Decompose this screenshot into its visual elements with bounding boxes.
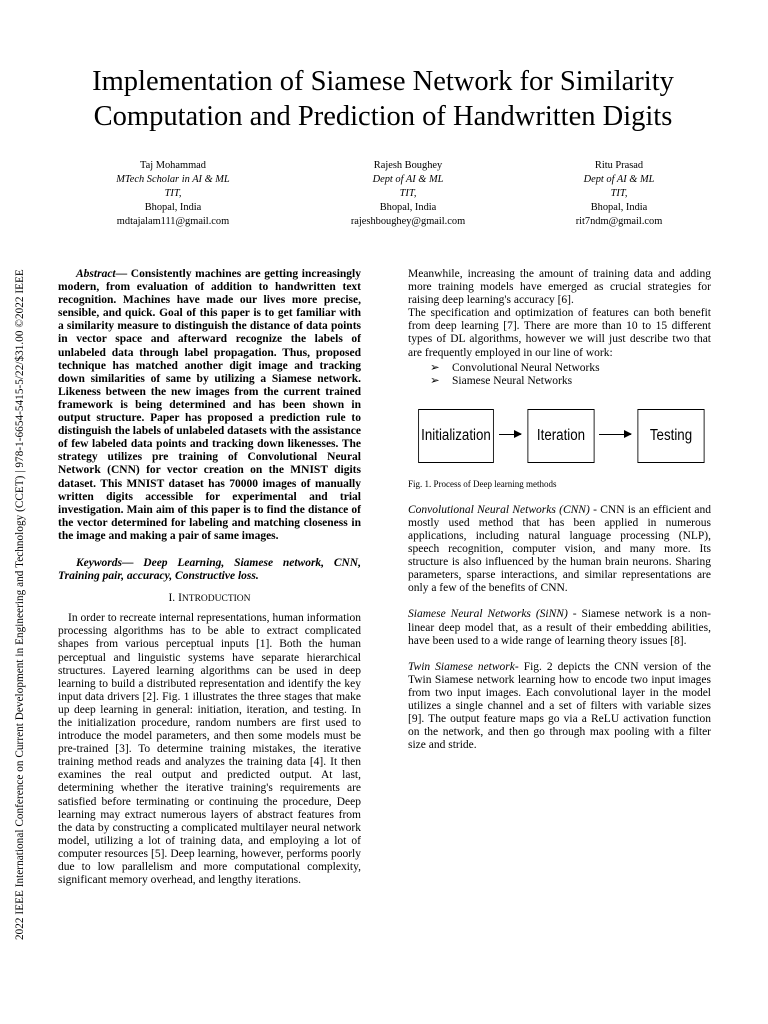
section-initial: I (178, 592, 182, 605)
list-item-text: Siamese Neural Networks (452, 375, 573, 388)
term-cnn: Convolutional Neural Networks (CNN) (408, 503, 590, 516)
paragraph-dl-types: The specification and optimization of features can both benefit from deep learning [7]. There are more than 10 to 15 different types of DL algorithms, however we will just describe two that are frequently employed in our line of work: (408, 307, 711, 359)
dl-algorithm-list (408, 362, 711, 389)
author-email[interactable]: rajeshboughey@gmail.com (350, 216, 466, 227)
list-item (408, 362, 711, 376)
section-title-rest: NTRODUCTION (181, 594, 251, 605)
paper-title (40, 64, 726, 134)
section-number: I. (168, 592, 176, 605)
arrow-bullet-icon: ➢ (430, 361, 440, 374)
arrow-right-icon (599, 434, 631, 435)
author-block-2 (298, 159, 518, 229)
author-institute: TIT, (610, 188, 628, 199)
arrow-right-icon (499, 434, 521, 435)
title-line-2: Computation and Prediction of Handwritten Digits (93, 101, 673, 132)
figure-1-process-diagram (410, 405, 710, 465)
figure-1-caption: Fig. 1. Process of Deep learning methods (408, 478, 557, 489)
author-email[interactable]: mdtajalam111@gmail.com (116, 216, 230, 227)
author-institute: TIT, (164, 188, 182, 199)
abstract (58, 268, 361, 543)
author-role: MTech Scholar in AI & ML (116, 174, 230, 185)
introduction-paragraph: In order to recreate internal representations, human information processing algorithms has to be able to extract complicated shapes from various perceptual inputs [1]. Both the human perceptual and linguistic systems have separate hierarchical structures. Layered learning algorithms can be used in deep learning to build a distributed representation and identify the key input data drivers [2]. Fig. 1 illustrates the three stages that make up deep learning in general: initiation, iteration, and testing. In the initialization procedure, random numbers are first used to introduce the model parameters, and then some models must be pre-trained [3]. To determine training mistakes, the iterative training method reads and analyzes the training data [4]. It then examines the real output and predicted output. At last, determining whether the iterative training's requirements are satisfied before terminating or continuing the procedure, Deep learning may extract numerous layers of abstract features from the data by constructing a complicated multilayer neural network model, utilizing a lot of training data, and employing a lot of computer resources [5]. Deep learning, however, performs poorly due to low parallelism and more computational complexity, significant memory overhead, and lengthy iterations. (58, 612, 361, 887)
paragraph-sinn (408, 608, 711, 647)
step-box-initialization: Initialization (418, 409, 494, 463)
term-twin-siamese: Twin Siamese network (408, 660, 515, 673)
twin-siamese-description: - Fig. 2 depicts the CNN version of the Twin Siamese network learning how to encode two input images from two input images. Each convolutional layer in the model utilizes a single channel and a set of filters with variable sizes [9]. The output feature maps go via a ReLU activation function on the network, and then go through max pooling with a filter size and stride. (408, 660, 711, 752)
author-block-1 (63, 159, 283, 229)
sinn-description: - Siamese network is a non-linear deep model that, as a result of their embedding abilities, have been used to a wide range of learning theory issues [8]. (408, 608, 711, 647)
keywords: Keywords— Deep Learning, Siamese network, CNN, Training pair, accuracy, Constructive loss. (58, 556, 361, 583)
paragraph-twin-siamese (408, 661, 711, 753)
author-name: Taj Mohammad (140, 160, 206, 171)
right-column (408, 268, 711, 752)
abstract-text: Consistently machines are getting increasingly modern, from evaluation of addition to handwritten text recognition. Machines have made our lives more precise, sensible, and quick. Goal of this paper is to get familiar with a similarity measure to distinguish the distance of data points in vector space and afterward recognize the labels of unlabeled data through label propagation. Thus, proposed technique has matched another digit image and tracking down similarities of same by utilizing a Siamese network. Likeness between the new images from the current trained framework is being determined and has been shown in output structure. Paper has proposed a prediction rule to distinguish the labels of unlabeled datasets with the assistance of few labeled data points and tracking down likenesses. The strategy utilizes pre training of Convolutional Neural Network (CNN) for vector creation on the MNIST digits dataset. This MNIST dataset has 70000 images of manually written digits accessible for experimental and trial investigation. Main aim of this paper is to find the distance of the vector determined for labeling and matching closeness in the image and making a pair of same images. (58, 268, 361, 542)
step-box-iteration: Iteration (527, 409, 594, 463)
left-column (58, 268, 361, 887)
author-city: Bhopal, India (379, 202, 437, 213)
term-sinn: Siamese Neural Networks (SiNN) (408, 608, 568, 621)
paragraph-cnn (408, 504, 711, 596)
list-item-text: Convolutional Neural Networks (452, 361, 600, 374)
author-role: Dept of AI & ML (372, 174, 444, 185)
author-city: Bhopal, India (590, 202, 648, 213)
conference-sidebar-note: 2022 IEEE International Conference on Current Development in Engineering and Technology (CCET) | 978-1-6654-5415-5/22/$31.00 ©2022 IEEE (14, 269, 26, 940)
author-name: Ritu Prasad (594, 160, 644, 171)
author-role: Dept of AI & ML (583, 174, 655, 185)
step-box-testing: Testing (637, 409, 704, 463)
paragraph-training-data: Meanwhile, increasing the amount of training data and adding more training models have emerged as crucial strategies for raising deep learning's accuracy [6]. (408, 268, 711, 307)
list-item (408, 375, 711, 389)
arrow-bullet-icon: ➢ (430, 375, 440, 388)
author-name: Rajesh Boughey (373, 160, 443, 171)
author-city: Bhopal, India (144, 202, 202, 213)
author-institute: TIT, (399, 188, 417, 199)
title-line-1: Implementation of Siamese Network for Similarity (92, 66, 674, 97)
author-block-3 (509, 159, 729, 229)
author-email[interactable]: rit7ndm@gmail.com (575, 216, 663, 227)
abstract-label: Abstract (76, 268, 116, 280)
cnn-description: - CNN is an efficient and mostly used method that has been applied in numerous applications, including natural language processing (NLP), speech recognition, computer vision, and many more. Its structure is also influenced by the human brain neurons. Sharing parameters, sparse interactions, and similar representations are only a few of the benefits of CNN. (408, 503, 711, 595)
abstract-dash: — (115, 268, 131, 280)
section-heading-introduction (58, 592, 361, 606)
